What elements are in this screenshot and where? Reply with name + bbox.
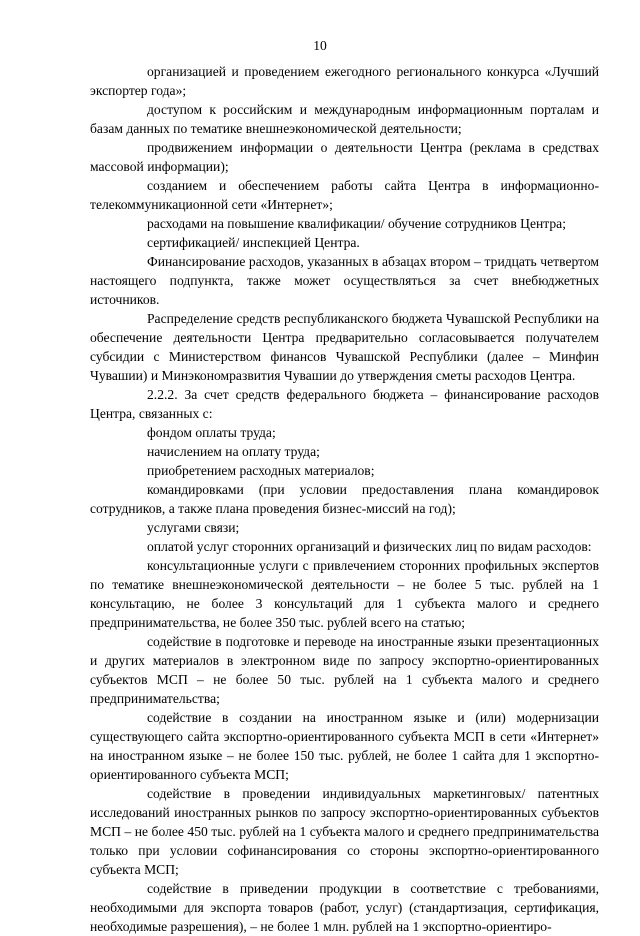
paragraph: содействие в подготовке и переводе на иностранные языки презентационных и других материалов в электронном виде по запросу экспортно-ориентированных субъектов МСП – не более 50 тыс. рублей на 1 субъекта малого и среднего предпринимательства; xyxy=(90,634,599,706)
paragraph: 2.2.2. За счет средств федерального бюджета – финансирование расходов Центра, связанных с: xyxy=(90,387,599,421)
paragraph: расходами на повышение квалификации/ обучение сотрудников Центра; xyxy=(147,216,566,231)
paragraph: содействие в создании на иностранном языке и (или) модернизации существующего сайта экспортно-ориентированного субъекта МСП в сети «Интернет» на иностранном языке – не более 150 тыс. рублей, не более 1 сайта для 1 экспортно-ориентированного субъекта МСП; xyxy=(90,710,599,782)
paragraph: услугами связи; xyxy=(147,520,240,535)
paragraph: сертификацией/ инспекцией Центра. xyxy=(147,235,360,250)
paragraph: организацией и проведением ежегодного регионального конкурса «Лучший экспортер года»; xyxy=(90,64,599,98)
paragraph: начислением на оплату труда; xyxy=(147,444,320,459)
paragraph: Финансирование расходов, указанных в абзацах втором – тридцать четвертом настоящего подпункта, также может осуществляться за счет внебюджетных источников. xyxy=(90,254,599,307)
paragraph: содействие в проведении индивидуальных маркетинговых/ патентных исследований иностранных рынков по запросу экспортно-ориентированных субъектов МСП – не более 450 тыс. рублей на 1 субъекта малого и среднего предпринимательства только при условии софинансирования со стороны экспортно-ориентированного субъекта МСП; xyxy=(90,786,599,877)
paragraph: доступом к российским и международным информационным порталам и базам данных по тематике внешнеэкономической деятельности; xyxy=(90,102,599,136)
paragraph: содействие в приведении продукции в соответствие с требованиями, необходимыми для экспорта товаров (работ, услуг) (стандартизация, сертификация, необходимые разрешения), – не более 1 млн. рублей на 1 экспортно-ориентиро- xyxy=(90,881,599,934)
page-number: 10 xyxy=(313,38,327,53)
paragraph: созданием и обеспечением работы сайта Центра в информационно-телекоммуникационной сети «Интернет»; xyxy=(90,178,599,212)
paragraph: Распределение средств республиканского бюджета Чувашской Республики на обеспечение деятельности Центра предварительно согласовывается получателем субсидии с Министерством финансов Чувашской Республики (далее – Минфин Чувашии) и Минэкономразвития Чувашии до утверждения сметы расходов Центра. xyxy=(90,311,599,383)
paragraph: консультационные услуги с привлечением сторонних профильных экспертов по тематике внешнеэкономической деятельности – не более 5 тыс. рублей на 1 консультацию, не более 3 консультаций для 1 субъекта малого и среднего предпринимательства, не более 350 тыс. рублей всего на статью; xyxy=(90,558,599,630)
paragraph: приобретением расходных материалов; xyxy=(147,463,375,478)
paragraph: фондом оплаты труда; xyxy=(147,425,276,440)
paragraph: оплатой услуг сторонних организаций и физических лиц по видам расходов: xyxy=(147,539,592,554)
body-text xyxy=(90,62,599,936)
paragraph: командировками (при условии предоставления плана командировок сотрудников, а также плана проведения бизнес-миссий на год); xyxy=(90,482,599,516)
paragraph: продвижением информации о деятельности Центра (реклама в средствах массовой информации); xyxy=(90,140,599,174)
